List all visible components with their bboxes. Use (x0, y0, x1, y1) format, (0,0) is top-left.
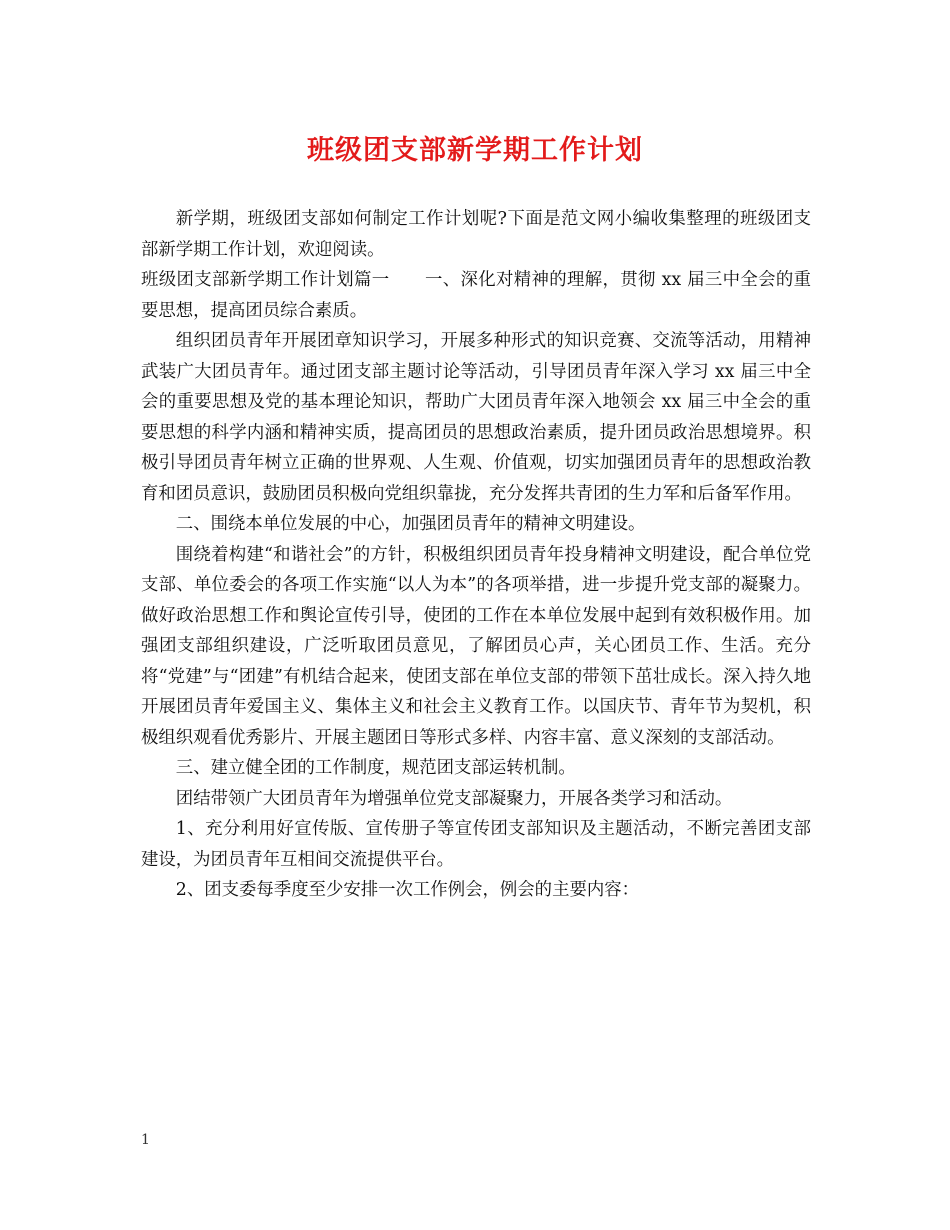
paragraph-item-2: 2、团支委每季度至少安排一次工作例会，例会的主要内容： (175, 880, 640, 900)
page-number: 1 (141, 1132, 150, 1148)
paragraph-item-1: 1、充分利用好宣传版、宣传册子等宣传团支部知识及主题活动，不断完善团支部建设，为团员青年互相间交流提供平台。 (141, 819, 811, 870)
paragraph-section-two-heading: 二、围绕本单位发展的中心，加强团员青年的精神文明建设。 (175, 514, 646, 534)
paragraph-intro: 新学期，班级团支部如何制定工作计划呢?下面是范文网小编收集整理的班级团支部新学期工作计划，欢迎阅读。 (141, 209, 811, 260)
document-body (141, 204, 811, 906)
paragraph-section-two-body: 围绕着构建“和谐社会”的方针，积极组织团员青年投身精神文明建设，配合单位党支部、单位委会的各项工作实施“以人为本”的各项举措，进一步提升党支部的凝聚力。做好政治思想工作和舆论宣传引导，使团的工作在本单位发展中起到有效积极作用。加强团支部组织建设，广泛听取团员意见，了解团员心声，关心团员工作、生活。充分将“党建”与“团建”有机结合起来，使团支部在单位支部的带领下茁壮成长。深入持久地开展团员青年爱国主义、集体主义和社会主义教育工作。以国庆节、青年节为契机，积极组织观看优秀影片、开展主题团日等形式多样、内容丰富、意义深刻的支部活动。 (141, 544, 811, 748)
paragraph-section-one-heading: 班级团支部新学期工作计划篇一 一、深化对精神的理解，贯彻 xx 届三中全会的重要思想，提高团员综合素质。 (141, 270, 811, 321)
paragraph-section-three-heading: 三、建立健全团的工作制度，规范团支部运转机制。 (175, 758, 576, 778)
document-title: 班级团支部新学期工作计划 (307, 135, 643, 166)
paragraph-section-one-body: 组织团员青年开展团章知识学习，开展多种形式的知识竞赛、交流等活动，用精神武装广大团员青年。通过团支部主题讨论等活动，引导团员青年深入学习 xx 届三中全会的重要思想及党的基本理论知识，帮助广大团员青年深入地领会 xx 届三中全会的重要思想的科学内涵和精神实质，提高团员的思想政治素质，提升团员政治思想境界。积极引导团员青年树立正确的世界观、人生观、价值观，切实加强团员青年的思想政治教育和团员意识，鼓励团员积极向党组织靠拢，充分发挥共青团的生力军和后备军作用。 (141, 331, 811, 504)
paragraph-section-three-intro: 团结带领广大团员青年为增强单位党支部凝聚力，开展各类学习和活动。 (175, 788, 733, 809)
